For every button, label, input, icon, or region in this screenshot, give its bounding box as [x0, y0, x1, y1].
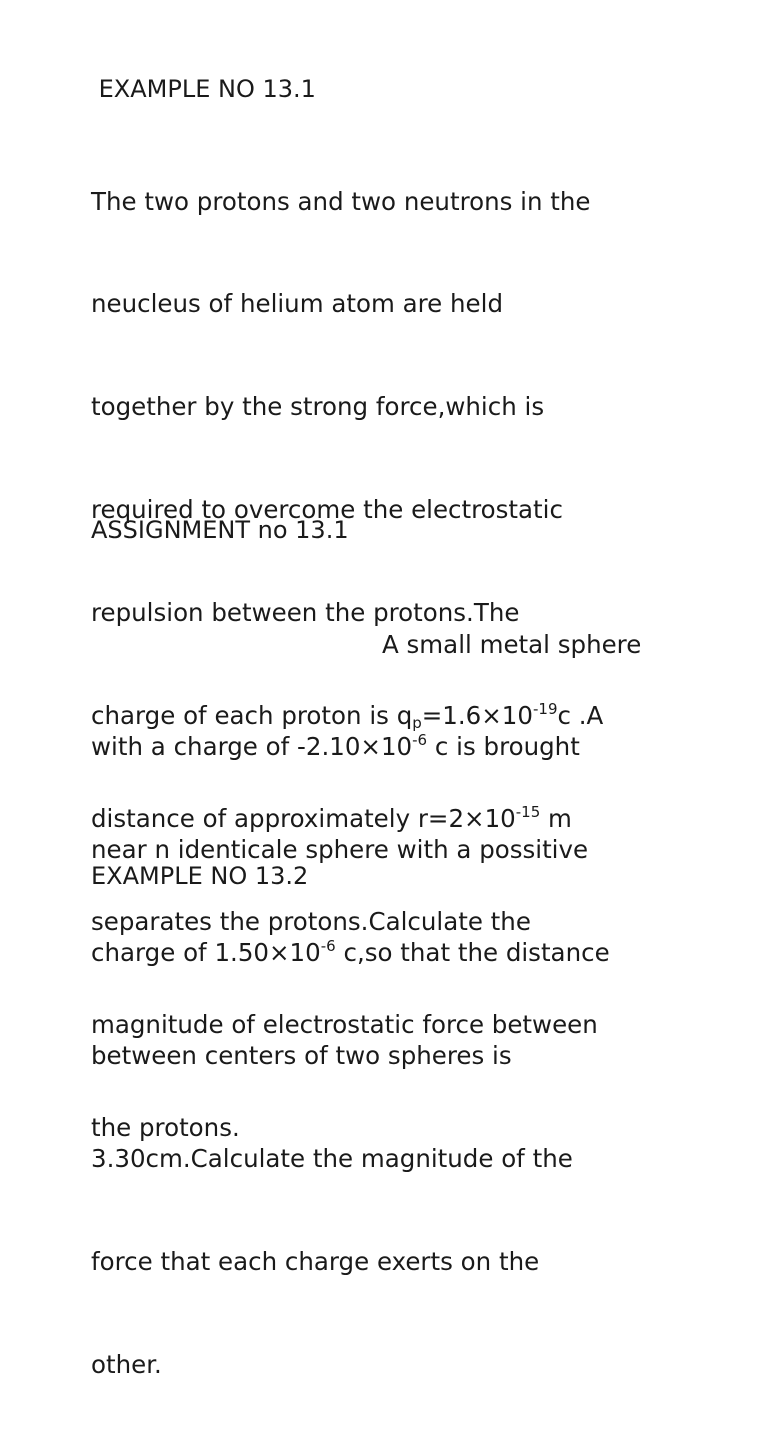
text-line: A small metal sphere [382, 629, 642, 659]
exponent: -6 [412, 731, 428, 750]
text-line: neucleus of helium atom are held [91, 289, 503, 319]
text-fragment: m [540, 803, 572, 833]
exponent: -19 [532, 700, 558, 719]
negative-charge-line [91, 730, 691, 764]
text-line: 3.30cm.Calculate the magnitude of the [91, 1144, 573, 1174]
text-line: required to overcome the electrostatic [91, 495, 563, 525]
text-line: magnitude of electrostatic force between [91, 1009, 598, 1039]
text-line: The two protons and two neutrons in the [91, 186, 591, 216]
text-fragment: c .A [557, 701, 604, 731]
example-13-2-heading: EXAMPLE NO 13.2 [91, 862, 309, 890]
assignment-13-1-heading: ASSIGNMENT no 13.1 [91, 516, 349, 544]
text-fragment: charge of 1.50×10 [91, 938, 321, 968]
text-line: near n identicale sphere with a possitive [91, 835, 589, 865]
example-13-1-heading: EXAMPLE NO 13.1 [91, 75, 316, 103]
assignment-13-1-body [91, 559, 691, 1451]
text-line: force that each charge exerts on the [91, 1246, 540, 1276]
text-line: repulsion between the protons.The [91, 598, 520, 628]
text-fragment: c is brought [427, 732, 580, 762]
text-fragment: with a charge of -2.10×10 [91, 732, 413, 762]
subscript-p: p [412, 714, 422, 733]
text-line: other. [91, 1349, 162, 1379]
positive-charge-line [91, 936, 691, 970]
exponent: -6 [320, 937, 336, 956]
text-line: between centers of two spheres is [91, 1041, 512, 1071]
text-fragment: =1.6×10 [421, 701, 533, 731]
text-line: the protons. [91, 1112, 240, 1142]
text-fragment: charge of each proton is q [91, 701, 413, 731]
text-line: together by the strong force,which is [91, 392, 545, 422]
exponent: -15 [515, 802, 541, 821]
text-line: separates the protons.Calculate the [91, 906, 531, 936]
text-fragment: c,so that the distance [335, 938, 610, 968]
text-fragment: distance of approximately r=2×10 [91, 803, 516, 833]
